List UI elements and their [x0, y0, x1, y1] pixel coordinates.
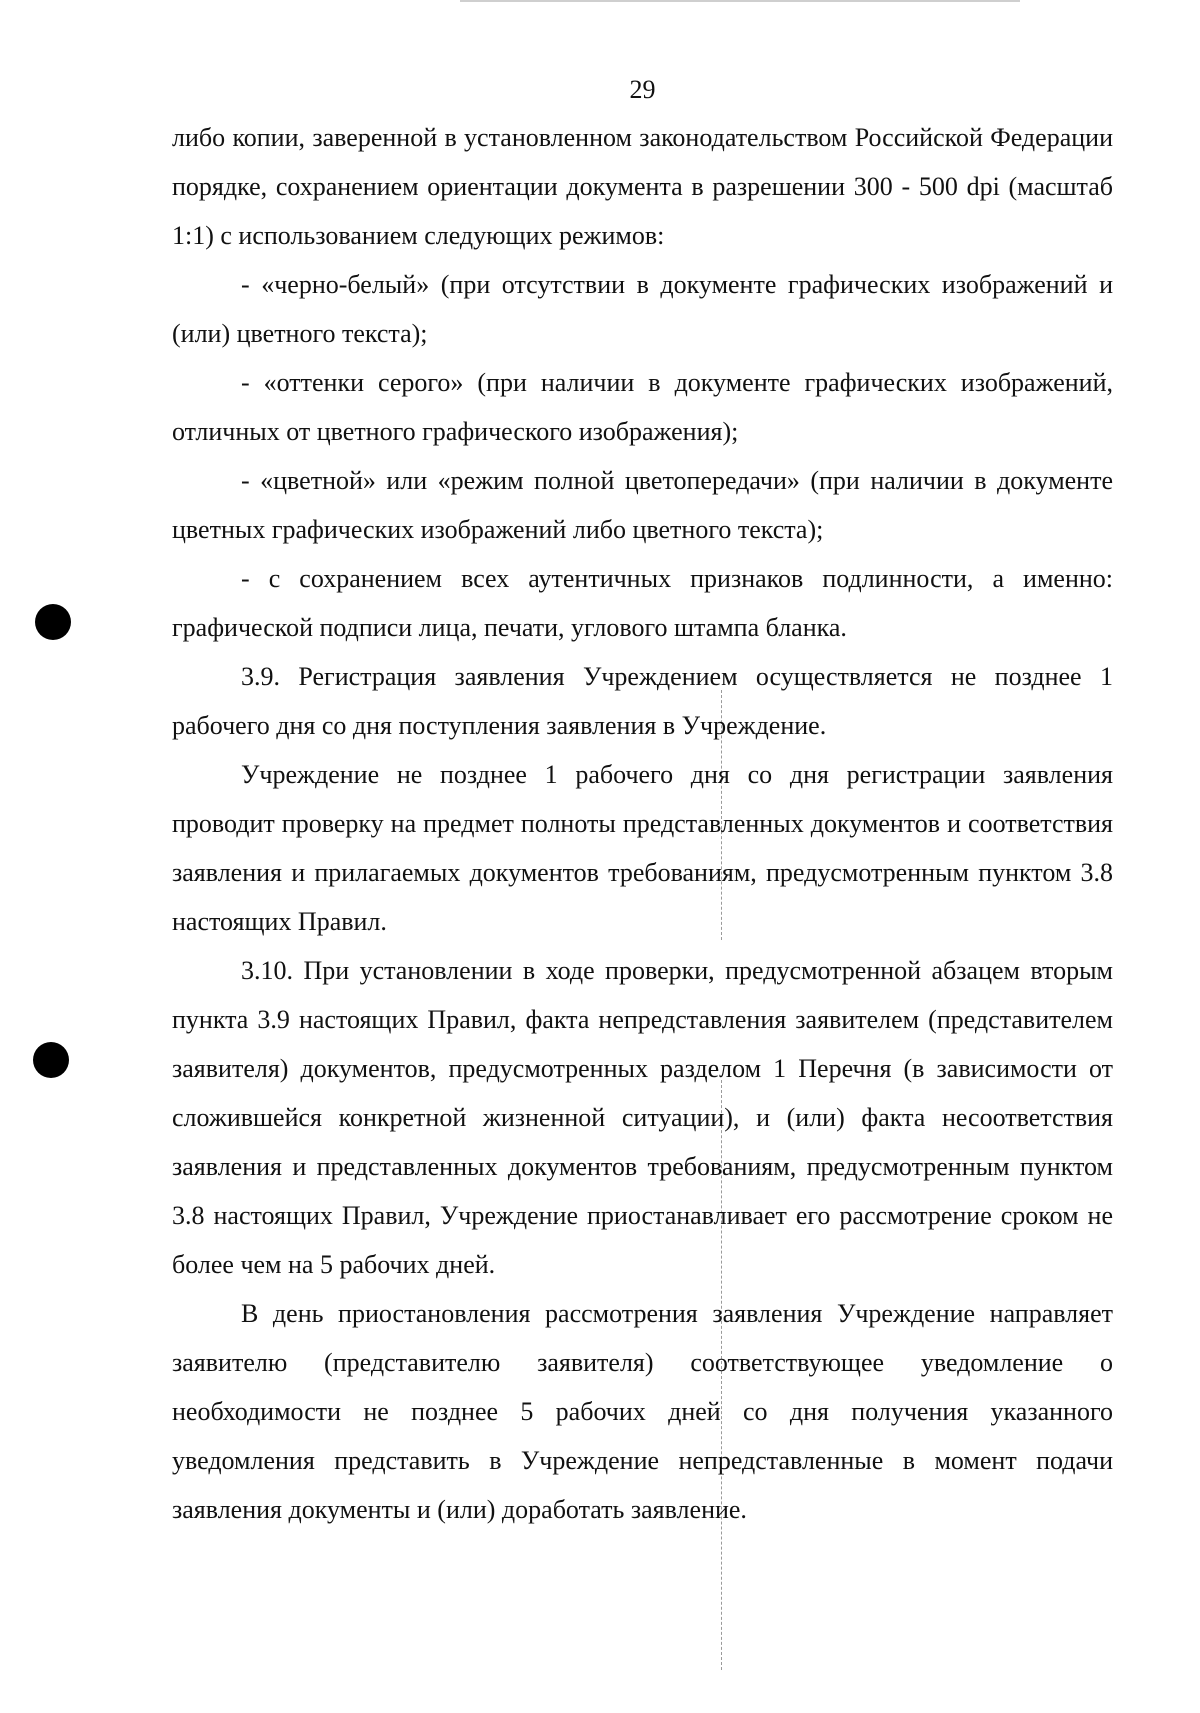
body-text — [172, 113, 1113, 1534]
paragraph-continuation: либо копии, заверенной в установленном законодательством Российской Федерации порядке, сохранением ориентации документа в разрешении 300 - 500 dpi (масштаб 1:1) с использованием следующих режимов: — [172, 123, 1113, 250]
paragraph-3-10: 3.10. При установлении в ходе проверки, предусмотренной абзацем вторым пункта 3.9 настоящих Правил, факта непредставления заявителем (представителем заявителя) документов, предусмотренных разделом 1 Перечня (в зависимости от сложившейся конкретной жизненной ситуации), и (или) факта несоответствия заявления и представленных документов требованиям, предусмотренным пунктом 3.8 настоящих Правил, Учреждение приостанавливает его рассмотрение сроком не более чем на 5 рабочих дней. — [172, 956, 1113, 1279]
punch-hole-upper — [35, 604, 71, 640]
paragraph-mode-grayscale: - «оттенки серого» (при наличии в документе графических изображений, отличных от цветного графического изображения); — [172, 368, 1113, 446]
paragraph-check: Учреждение не позднее 1 рабочего дня со дня регистрации заявления проводит проверку на предмет полноты представленных документов и соответствия заявления и прилагаемых документов требованиям, предусмотренным пунктом 3.8 настоящих Правил. — [172, 760, 1113, 936]
punch-hole-lower — [33, 1042, 69, 1078]
paragraph-authenticity: - с сохранением всех аутентичных признаков подлинности, а именно: графической подписи лица, печати, углового штампа бланка. — [172, 564, 1113, 642]
paragraph-mode-color: - «цветной» или «режим полной цветопередачи» (при наличии в документе цветных графических изображений либо цветного текста); — [172, 466, 1113, 544]
paragraph-suspension-notice: В день приостановления рассмотрения заявления Учреждение направляет заявителю (представителю заявителя) соответствующее уведомление о необходимости не позднее 5 рабочих дней со дня получения указанного уведомления представить в Учреждение непредставленные в момент подачи заявления документы и (или) доработать заявление. — [172, 1299, 1113, 1524]
page-number: 29 — [629, 75, 656, 104]
paragraph-mode-black-white: - «черно-белый» (при отсутствии в документе графических изображений и (или) цветного текста); — [172, 270, 1113, 348]
paragraph-3-9: 3.9. Регистрация заявления Учреждением осуществляется не позднее 1 рабочего дня со дня поступления заявления в Учреждение. — [172, 662, 1113, 740]
scan-top-edge-line — [460, 0, 1020, 2]
